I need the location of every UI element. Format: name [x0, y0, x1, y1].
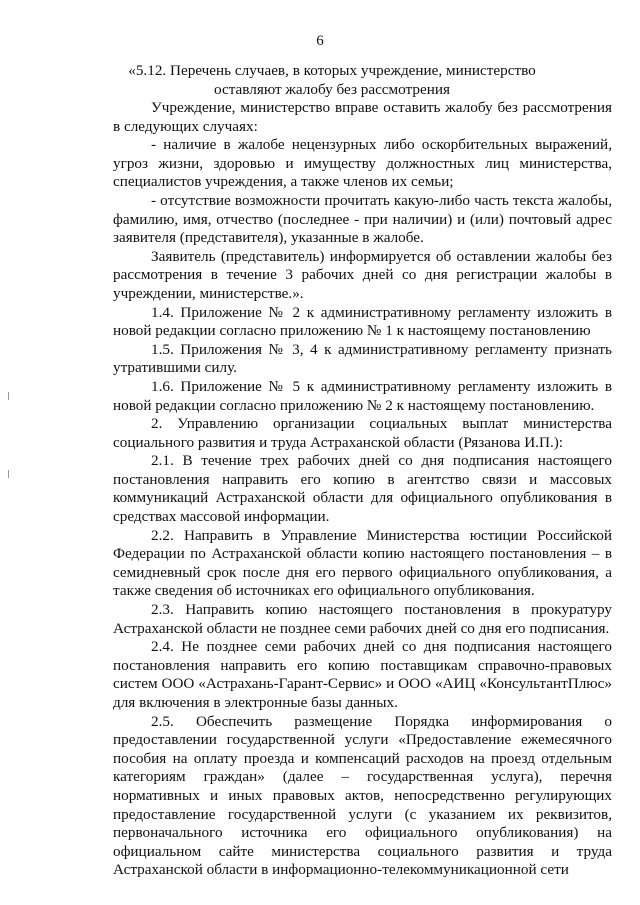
paragraph: Заявитель (представитель) информируется об оставлении жалобы без рассмотрения в течение 3 рабочих дней со дня регистрации жалобы в учреждении, министерстве.». — [113, 247, 612, 302]
paragraph: 2.5. Обеспечить размещение Порядка информирования о предоставлении государственной услуги «Предоставление ежемесячного пособия на оплату проезда и компенсаций расходов на проезд отдельным категориям граждан» (далее – государственная услуга), перечня нормативных и иных правовых актов, непосредственно регулирующих предоставление государственной услуги (с указанием их реквизитов, первоначального источника его официального опубликования) на официальном сайте министерства социального развития и труда Астраханской области в информационно-телекоммуникационной сети — [113, 712, 612, 879]
paragraph: 2.3. Направить копию настоящего постановления в прокуратуру Астраханской области не позднее семи рабочих дней со дня его подписания. — [113, 601, 612, 637]
paragraph: - отсутствие возможности прочитать какую-либо часть текста жалобы, фамилию, имя, отчество (последнее - при наличии) и (или) почтовый адрес заявителя (представителя), указанные в жалобе. — [113, 191, 612, 247]
scan-margin-mark — [8, 392, 9, 400]
paragraph: 2.1. В течение трех рабочих дней со дня подписания настоящего постановления направить его копию в агентство связи и массовых коммуникаций Астраханской области для официального опубликования в средствах массовой информации. — [113, 452, 612, 526]
paragraph: 1.6. Приложение № 5 к административному регламенту изложить в новой редакции согласно приложению № 2 к настоящему постановлению. — [113, 377, 612, 414]
paragraph: 1.5. Приложения № 3, 4 к административному регламенту признать утратившими силу. — [113, 340, 612, 377]
paragraph: Учреждение, министерство вправе оставить жалобу без рассмотрения в следующих случаях: — [113, 99, 612, 135]
document-body — [113, 99, 612, 880]
scan-margin-mark — [8, 470, 9, 478]
paragraph: 2.2. Направить в Управление Министерства юстиции Российской Федерации по Астраханской области копию настоящего постановления – в семидневный срок после дня его первого официального опубликования, а также сведения об источниках его официального опубликования. — [113, 526, 612, 600]
paragraph: - наличие в жалобе нецензурных либо оскорбительных выражений, угроз жизни, здоровью и имуществу должностных лиц министерства, специалистов учреждения, а также членов их семьи; — [113, 136, 612, 191]
paragraph: 2.4. Не позднее семи рабочих дней со дня подписания настоящего постановления направить его копию поставщикам справочно-правовых систем ООО «Астрахань-Гарант-Сервис» и ООО «АИЦ «КонсультантПлюс» для включения в электронные базы данных. — [113, 638, 612, 711]
paragraph: 2. Управлению организации социальных выплат министерства социального развития и труда Астраханской области (Рязанова И.П.): — [113, 415, 612, 451]
page-number: 6 — [316, 33, 324, 49]
paragraph: 1.4. Приложение № 2 к административному регламенту изложить в новой редакции согласно приложению № 1 к настоящему постановлению — [113, 303, 612, 340]
section-heading: «5.12. Перечень случаев, в которых учреждение, министерство оставляют жалобу без рассмотрения — [128, 62, 536, 98]
